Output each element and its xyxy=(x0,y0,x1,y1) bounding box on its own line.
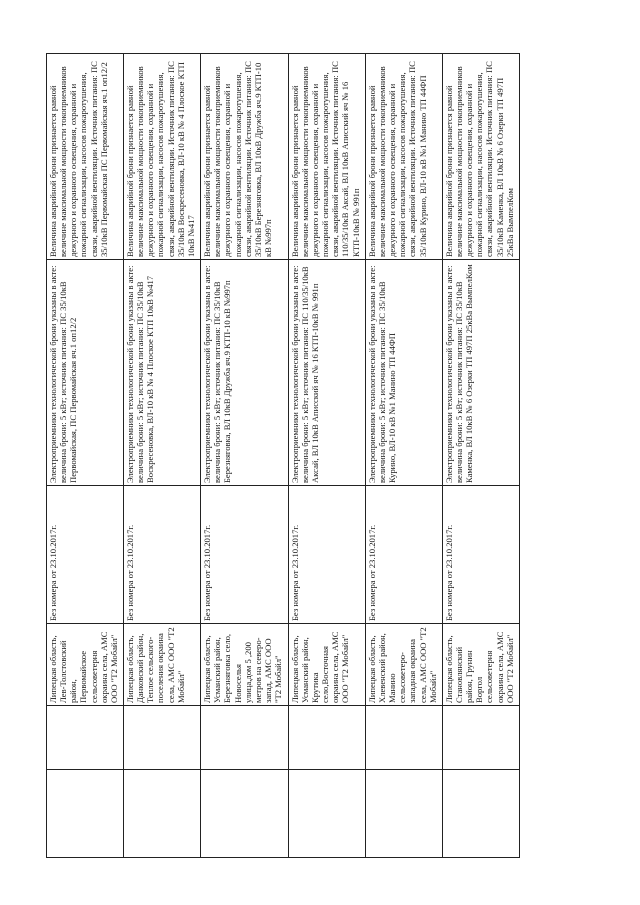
rotated-table-page xyxy=(46,54,520,858)
order-cell: Без номера от 23.10.2017г. xyxy=(442,486,519,624)
empty-cell xyxy=(365,706,442,770)
tech-reserve-cell: Электроприемники технологической брони указаны в акте: величина брони: 5 кВт; источник питания: ПС 35/10кВ Курино, ВЛ-10 кВ №1 Манино ТП 44ФП xyxy=(365,260,442,486)
empty-cell xyxy=(288,706,365,770)
tech-reserve-cell: Электроприемники технологической брони указаны в акте: величина брони: 5 кВт; источник питания: ПС 35/10кВ Первомайская, ПС Первомайская яч.1 оп12/2 xyxy=(47,260,124,486)
empty-cell xyxy=(47,706,124,770)
location-cell: Липецкая область, Хлевенский район, Манино сельсоветеро-западная окраина села, АМС ООО "Т2 Мобайл" xyxy=(365,624,442,706)
empty-cell xyxy=(201,770,289,858)
table-row xyxy=(47,54,124,858)
emergency-reserve-cell: Величина аварийной брони признается равной величине максимальной мощности токоприемников дежурного и охранного освещения, охранной и пожарной сигнализации, насосов пожаротушения, связи, аварийной вентиляции. Источник питания: ПС 35/10кВ Первомайская ПС Первомайская яч.1 оп12/2 xyxy=(47,54,124,260)
location-cell: Липецкая область, Усманский район, Березняговка село, Новоселья улица,дом 5 ,200 метров на северо-запад, АМС ООО "Т2 Мобайл" xyxy=(201,624,289,706)
table-row xyxy=(442,54,519,858)
location-cell: Липецкая область, Лев-Толстовский район, Первомайское сельсоветерня окраина села, АМС ООО "Т2 Мобайл" xyxy=(47,624,124,706)
location-cell: Липецкая область, Данковский район, Теплое сельского-поселения окраина села, АМС ООО "Т2 Мобайл" xyxy=(124,624,201,706)
emergency-reserve-cell: Величина аварийной брони признается равной величине максимальной мощности токоприемников дежурного и охранного освещения, охранной и пожарной сигнализации, насосов пожаротушения, связи, аварийной вентиляции. Источник питания: ПС 35/10кВ Курино, ВЛ-10 кВ №1 Манино ТП 44ФП xyxy=(365,54,442,260)
empty-cell xyxy=(442,706,519,770)
emergency-reserve-cell: Величина аварийной брони признается равной величине максимальной мощности токоприемников дежурного и охранного освещения, охранной и пожарной сигнализации, насосов пожаротушения, связи, аварийной вентиляции. Источник питания: ПС 110/35/10кВ Аксай, ВЛ 10кВ Аписский яч № 16 КТП-10кВ № 991п xyxy=(288,54,365,260)
tech-reserve-cell: Электроприемники технологической брони указаны в акте: величина брони: 5 кВт; источник питания: ПС 35/10кВ Каменка, ВЛ 10кВ № 6 Озерки ТП 497П 25кВа ВымпелКом xyxy=(442,260,519,486)
order-cell: Без номера от 23.10.2017г. xyxy=(201,486,289,624)
tech-reserve-cell: Электроприемники технологической брони указаны в акте: величина брони: 5 кВт; источник питания: ПС 35/10кВ Воскресеновка, ВЛ-10 кВ № 4 Плоское КТП 10кВ №417 xyxy=(124,260,201,486)
empty-cell xyxy=(124,706,201,770)
empty-cell xyxy=(442,770,519,858)
tech-reserve-cell: Электроприемники технологической брони указаны в акте: величина брони: 5 кВт; источник питания: ПС 110/35/10кВ Аксай, ВЛ 10кВ Аписский яч № 16 КТП-10кВ № 991п xyxy=(288,260,365,486)
order-cell: Без номера от 23.10.2017г. xyxy=(124,486,201,624)
reservation-table xyxy=(46,53,520,858)
tech-reserve-cell: Электроприемники технологической брони указаны в акте: величина брони: 5 кВт; источник питания: ПС 35/10кВ Березняговка, ВЛ 10кВ Дружба яч.9 КТП-10 кВ №997п xyxy=(201,260,289,486)
order-cell: Без номера от 23.10.2017г. xyxy=(47,486,124,624)
order-cell: Без номера от 23.10.2017г. xyxy=(288,486,365,624)
table-row xyxy=(124,54,201,858)
table-row xyxy=(201,54,289,858)
empty-cell xyxy=(288,770,365,858)
empty-cell xyxy=(124,770,201,858)
order-cell: Без номера от 23.10.2017г. xyxy=(365,486,442,624)
location-cell: Липецкая область, Становлянский район, Грунин Воргол сельсоветерня окраина села, АМС ООО "Т2 Мобайл" xyxy=(442,624,519,706)
emergency-reserve-cell: Величина аварийной брони признается равной величине максимальной мощности токоприемников дежурного и охранного освещения, охранной и пожарной сигнализации, насосов пожаротушения, связи, аварийной вентиляции. Источник питания: ПС 35/10кВ Березняговка, ВЛ 10кВ Дружба яч.9 КТП-10 кВ №997п xyxy=(201,54,289,260)
empty-cell xyxy=(47,770,124,858)
table-row xyxy=(365,54,442,858)
empty-cell xyxy=(201,706,289,770)
emergency-reserve-cell: Величина аварийной брони признается равной величине максимальной мощности токоприемников дежурного и охранного освещения, охранной и пожарной сигнализации, насосов пожаротушения, связи, аварийной вентиляции. Источник питания: ПС 35/10кВ Воскресеновка, ВЛ-10 кВ № 4 Плоское КТП 10кВ №417 xyxy=(124,54,201,260)
emergency-reserve-cell: Величина аварийной брони признается равной величине максимальной мощности токоприемников дежурного и охранного освещения, охранной и пожарной сигнализации, насосов пожаротушения, связи, аварийной вентиляции. Источник питания: ПС 35/10кВ Каменка, ВЛ 10кВ № 6 Озерки ТП 497П 25кВа ВымпелКом xyxy=(442,54,519,260)
table-row xyxy=(288,54,365,858)
empty-cell xyxy=(365,770,442,858)
location-cell: Липецкая область, Усманский район, Крутика село,Восточная окраина села, АМС ООО "Т2 Мобайл" xyxy=(288,624,365,706)
